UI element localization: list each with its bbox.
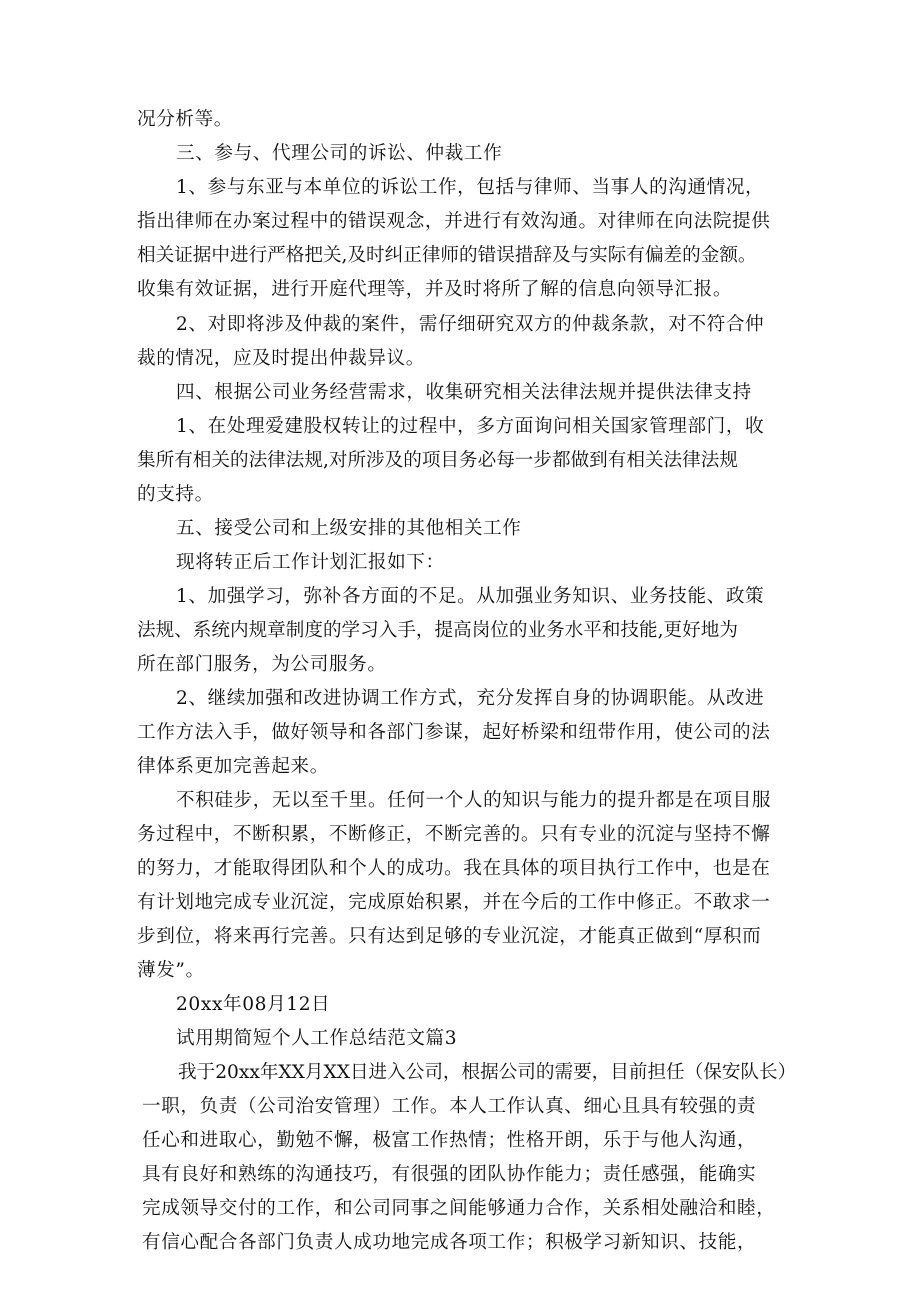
paragraph-line: 不积硅步，无以至千里。任何一个人的知识与能力的提升都是在项目服 xyxy=(176,790,772,811)
paragraph-line: 裁的情况，应及时提出仲裁异议。 xyxy=(137,348,425,369)
section-heading: 四、根据公司业务经营需求，收集研究相关法律法规并提供法律支持 xyxy=(176,382,752,403)
paragraph-line: 现将转正后工作计划汇报如下： xyxy=(176,552,445,573)
paragraph-line: 律体系更加完善起来。 xyxy=(137,756,329,777)
paragraph-line: 集所有相关的法律法规,对所涉及的项目务必每一步都做到有相关法律法规 xyxy=(137,450,738,471)
paragraph-line: 的努力，才能取得团队和个人的成功。我在具体的项目执行工作中，也是在 xyxy=(137,858,771,879)
paragraph-line: 收集有效证据，进行开庭代理等，并及时将所了解的信息向领导汇报。 xyxy=(137,279,733,300)
paragraph-line: 1、参与东亚与本单位的诉讼工作，包括与律师、当事人的沟通情况， xyxy=(176,177,765,198)
paragraph-line: 所在部门服务，为公司服务。 xyxy=(137,654,387,675)
section-heading: 五、接受公司和上级安排的其他相关工作 xyxy=(176,518,522,539)
date-line: 20xx年08月12日 xyxy=(176,994,331,1015)
paragraph-line: 步到位，将来再行完善。只有达到足够的专业沉淀，才能真正做到“厚积而 xyxy=(137,926,762,947)
paragraph-line: 况分析等。 xyxy=(137,109,233,130)
paragraph-line: 薄发”。 xyxy=(137,960,205,981)
paragraph-line: 相关证据中进行严格把关,及时纠正律师的错误措辞及与实际有偏差的金额。 xyxy=(137,245,757,266)
paragraph-line: 1、在处理爱建股权转让的过程中，多方面询问相关国家管理部门，收 xyxy=(176,416,765,437)
article-title: 试用期简短个人工作总结范文篇3 xyxy=(176,1028,458,1049)
paragraph-line: 指出律师在办案过程中的错误观念，并进行有效沟通。对律师在向法院提供 xyxy=(137,211,771,232)
paragraph-line: 具有良好和熟练的沟通技巧，有很强的团队协作能力；责任感强，能确实 xyxy=(142,1164,757,1185)
paragraph-line: 1、加强学习，弥补各方面的不足。从加强业务知识、业务技能、政策 xyxy=(176,586,765,607)
paragraph-line: 法规、系统内规章制度的学习入手，提高岗位的业务水平和技能,更好地为 xyxy=(137,620,738,641)
paragraph-line: 的支持。 xyxy=(137,484,214,505)
paragraph-line: 有计划地完成专业沉淀，完成原始积累，并在今后的工作中修正。不敢求一 xyxy=(137,892,771,913)
paragraph-line: 有信心配合各部门负责人成功地完成各项工作；积极学习新知识、技能， xyxy=(142,1232,757,1253)
paragraph-line: 工作方法入手，做好领导和各部门参谋，起好桥梁和纽带作用，使公司的法 xyxy=(137,722,771,743)
paragraph-line: 我于20xx年XX月XX日进入公司，根据公司的需要，目前担任（保安队长） xyxy=(178,1062,797,1083)
paragraph-line: 任心和进取心，勤勉不懈，极富工作热情；性格开朗，乐于与他人沟通， xyxy=(142,1130,757,1151)
paragraph-line: 2、继续加强和改进协调工作方式，充分发挥自身的协调职能。从改进 xyxy=(176,688,765,709)
paragraph-line: 完成领导交付的工作，和公司同事之间能够通力合作，关系相处融洽和睦， xyxy=(142,1198,776,1219)
paragraph-line: 务过程中，不断积累，不断修正，不断完善的。只有专业的沉淀与坚持不懈 xyxy=(137,824,771,845)
section-heading: 三、参与、代理公司的诉讼、仲裁工作 xyxy=(176,143,503,164)
paragraph-line: 一职，负责（公司治安管理）工作。本人工作认真、细心且具有较强的责 xyxy=(142,1096,757,1117)
paragraph-line: 2、对即将涉及仲裁的案件，需仔细研究双方的仲裁条款，对不符合仲 xyxy=(176,314,765,335)
